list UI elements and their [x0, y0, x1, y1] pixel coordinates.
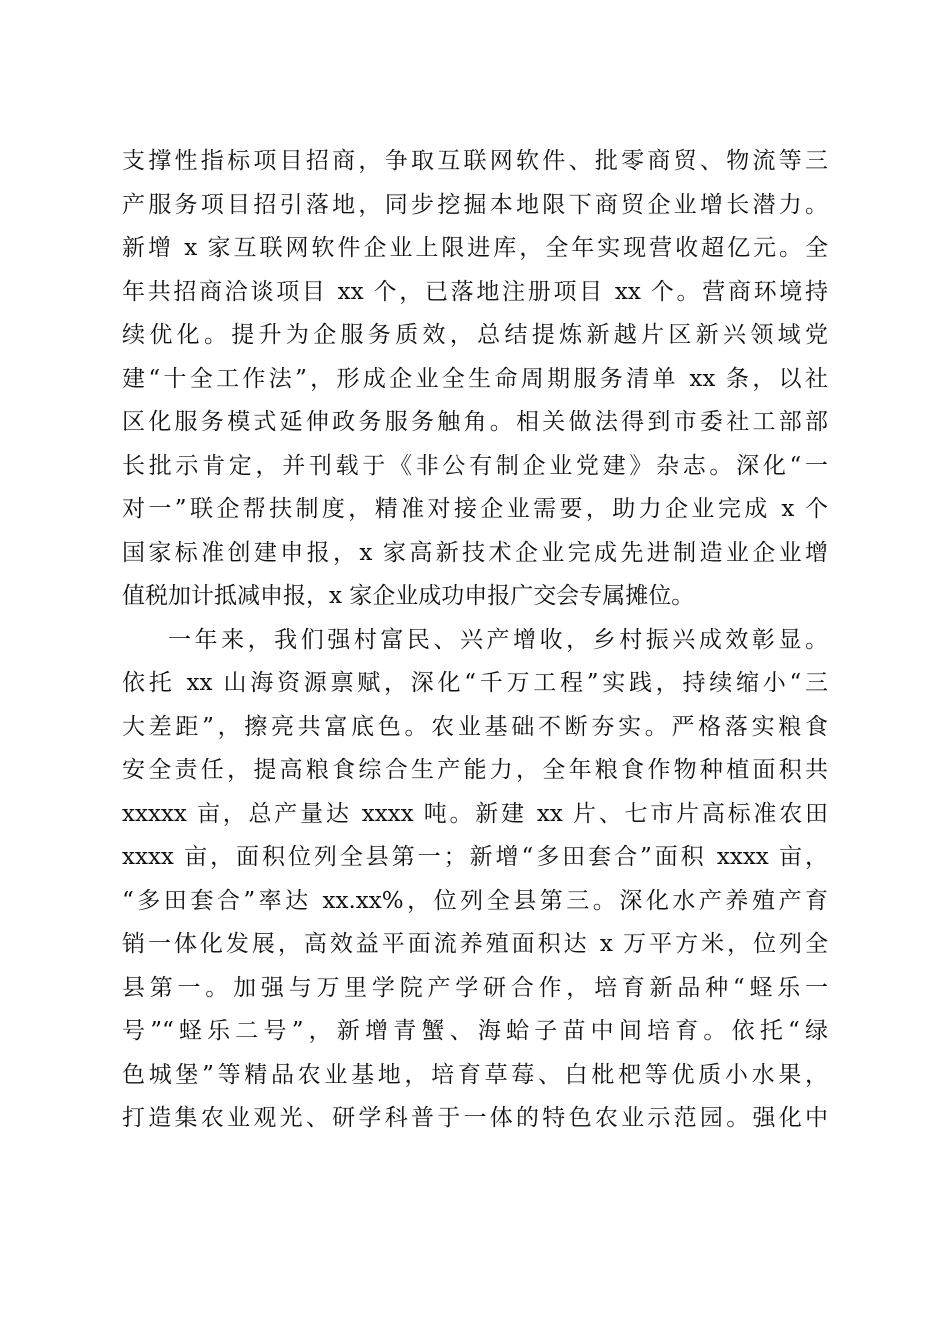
text-line: 号”“蛏乐二号”，新增青蟹、海蛤子苗中间培育。依托“绿: [122, 1018, 828, 1044]
text-line: 长批示肯定，并刊载于《非公有制企业党建》杂志。深化“一: [122, 452, 828, 479]
text-line: 对一”联企帮扶制度，精准对接企业需要，助力企业完成 x 个: [122, 496, 828, 522]
text-line: xxxx 亩，面积位列全县第一；新增“多田套合”面积 xxxx 亩，: [122, 844, 828, 870]
text-line: 打造集农业观光、研学科普于一体的特色农业示范园。强化中: [122, 1105, 828, 1131]
text-line: 依托 xx 山海资源禀赋，深化“千万工程”实践，持续缩小“三: [122, 670, 828, 696]
text-line: 色城堡”等精品农业基地，培育草莓、白枇杷等优质小水果，: [122, 1061, 828, 1088]
text-line: 县第一。加强与万里学院产学研合作，培育新品种“蛏乐一: [122, 974, 828, 1001]
text-line: 年共招商洽谈项目 xx 个，已落地注册项目 xx 个。营商环境持: [122, 278, 828, 305]
text-line: xxxxx 亩，总产量达 xxxx 吨。新建 xx 片、七市片高标准农田: [122, 800, 828, 827]
text-line: 支撑性指标项目招商，争取互联网软件、批零商贸、物流等三: [122, 148, 828, 174]
paragraph-start-line: 一年来，我们强村富民、兴产增收，乡村振兴成效彰显。: [168, 626, 828, 653]
text-line: 国家标准创建申报，x 家高新技术企业完成先进制造业企业增: [122, 539, 828, 566]
text-line: 销一体化发展，高效益平面流养殖面积达 x 万平方米，位列全: [122, 931, 828, 957]
text-line: 产服务项目招引落地，同步挖掘本地限下商贸企业增长潜力。: [122, 191, 828, 218]
paragraph-end-line: 值税加计抵减申报，x 家企业成功申报广交会专属摊位。: [122, 583, 695, 609]
text-line: 建“十全工作法”，形成企业全生命周期服务清单 xx 条，以社: [122, 365, 828, 392]
text-line: 大差距”，擦亮共富底色。农业基础不断夯实。严格落实粮食: [122, 713, 828, 740]
text-line: 区化服务模式延伸政务服务触角。相关做法得到市委社工部部: [122, 409, 828, 435]
text-line: 新增 x 家互联网软件企业上限进库，全年实现营收超亿元。全: [122, 235, 828, 261]
document-body-text: [122, 140, 828, 1141]
text-line: 安全责任，提高粮食综合生产能力，全年粮食作物种植面积共: [122, 757, 828, 783]
text-line: 续优化。提升为企服务质效，总结提炼新越片区新兴领域党: [122, 322, 828, 348]
text-line: “多田套合”率达 xx.xx%，位列全县第三。深化水产养殖产育: [122, 887, 828, 914]
